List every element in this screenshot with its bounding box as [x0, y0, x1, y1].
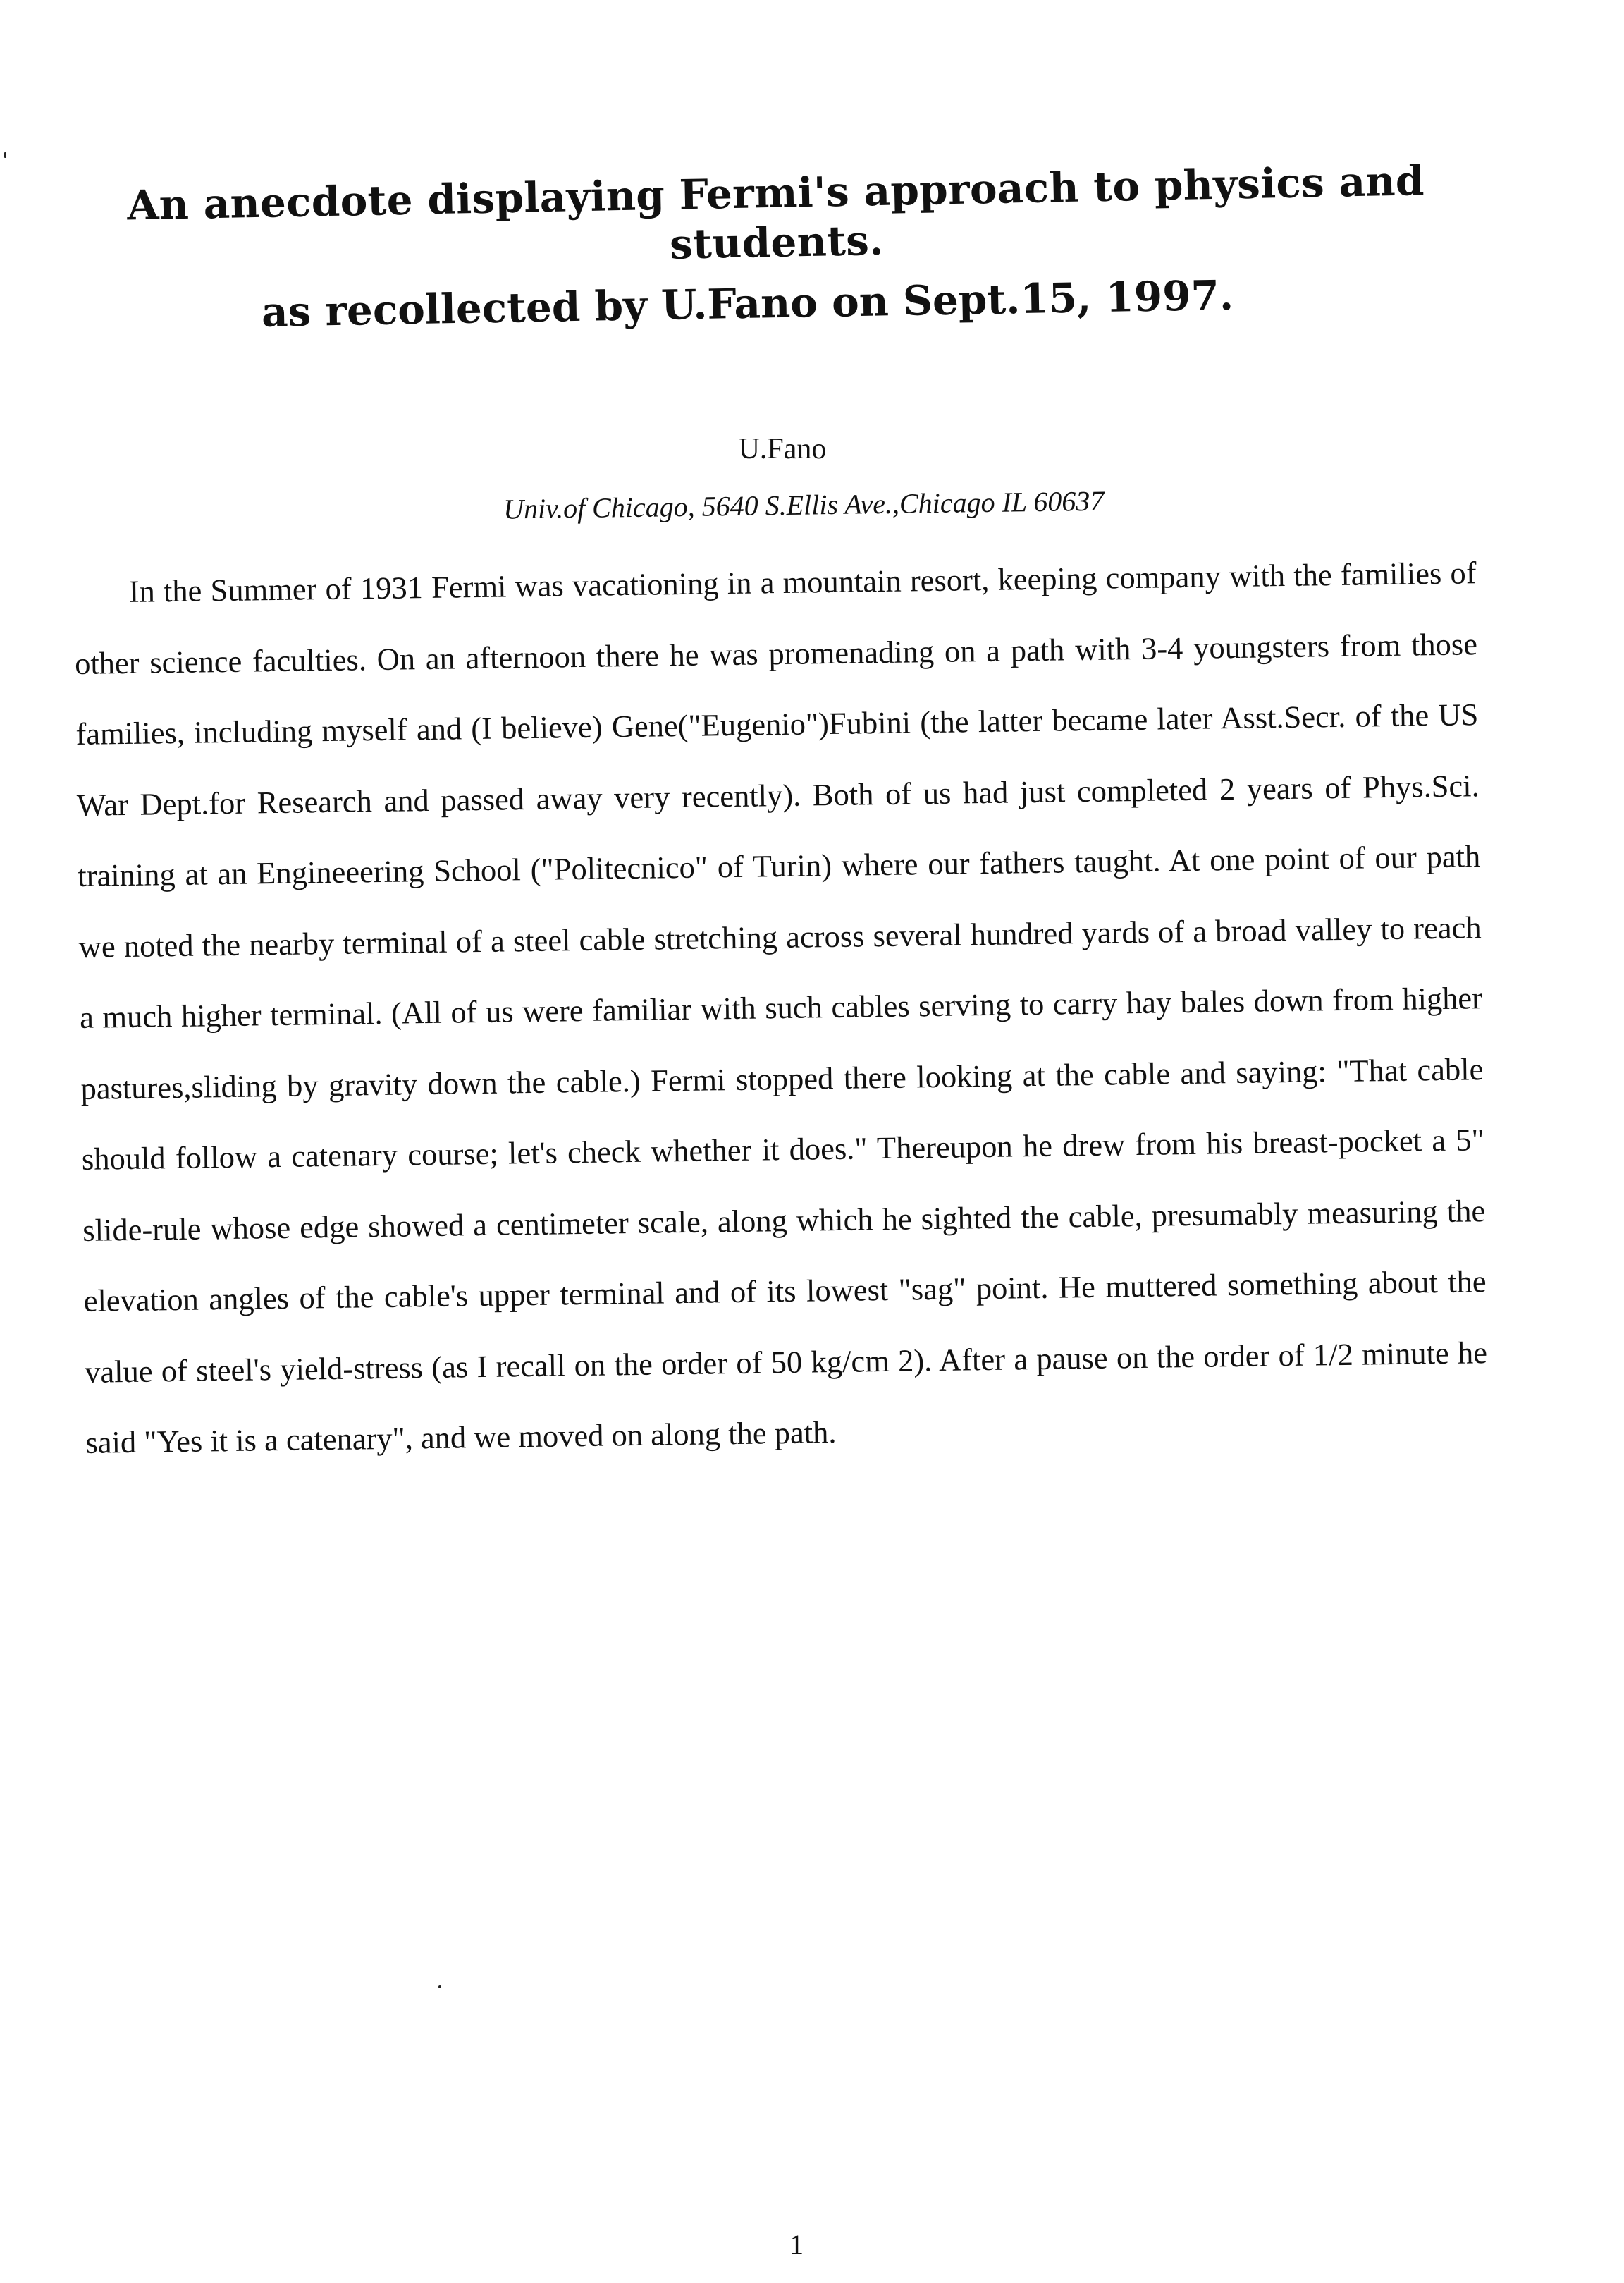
document-title: An anecdote displaying Fermi's approach to physics and students. — [126, 157, 1425, 269]
scan-mark — [4, 152, 6, 158]
page-number: 1 — [789, 2229, 804, 2260]
scan-speck — [438, 1985, 441, 1988]
author-affiliation: Univ.of Chicago, 5640 S.Ellis Ave.,Chicago IL 60637 — [503, 484, 1105, 525]
anecdote-paragraph: In the Summer of 1931 Fermi was vacationing in a mountain resort, keeping company with the families of other science faculties. On an afternoon there he was promenading on a path with 3-4 youngsters from those families, including myself and (I believe) Gene("Eugenio")Fubini (the latter became later Asst.Secr. of the US War Dept.for Research and passed away very recently). Both of us had just completed 2 years of Phys.Sci. training at an Engineeering School ("Politecnico" of Turin) where our fathers taught. At one point of our path we noted the nearby terminal of a steel cable stretching across several hundred yards of a broad valley to reach a much higher terminal. (All of us were familiar with such cables serving to carry hay bales down from higher pastures,sliding by gravity down the cable.) Fermi stopped there looking at the cable and saying: "That cable should follow a catenary course; let's check whether it does." Thereupon he drew from his breast-pocket a 5" slide-rule whose edge showed a centimeter scale, along which he sighted the cable, presumably measuring the elevation angles of the cable's upper terminal and of its lowest "sag" point. He muttered something about the value of steel's yield-stress (as I recall on the order of 50 kg/cm 2). After a pause on the order of 1/2 minute he said "Yes it is a catenary", and we moved on along the path. — [74, 555, 1488, 1460]
document-subtitle: as recollected by U.Fano on Sept.15, 1997. — [261, 271, 1234, 336]
author-name: U.Fano — [738, 433, 827, 465]
